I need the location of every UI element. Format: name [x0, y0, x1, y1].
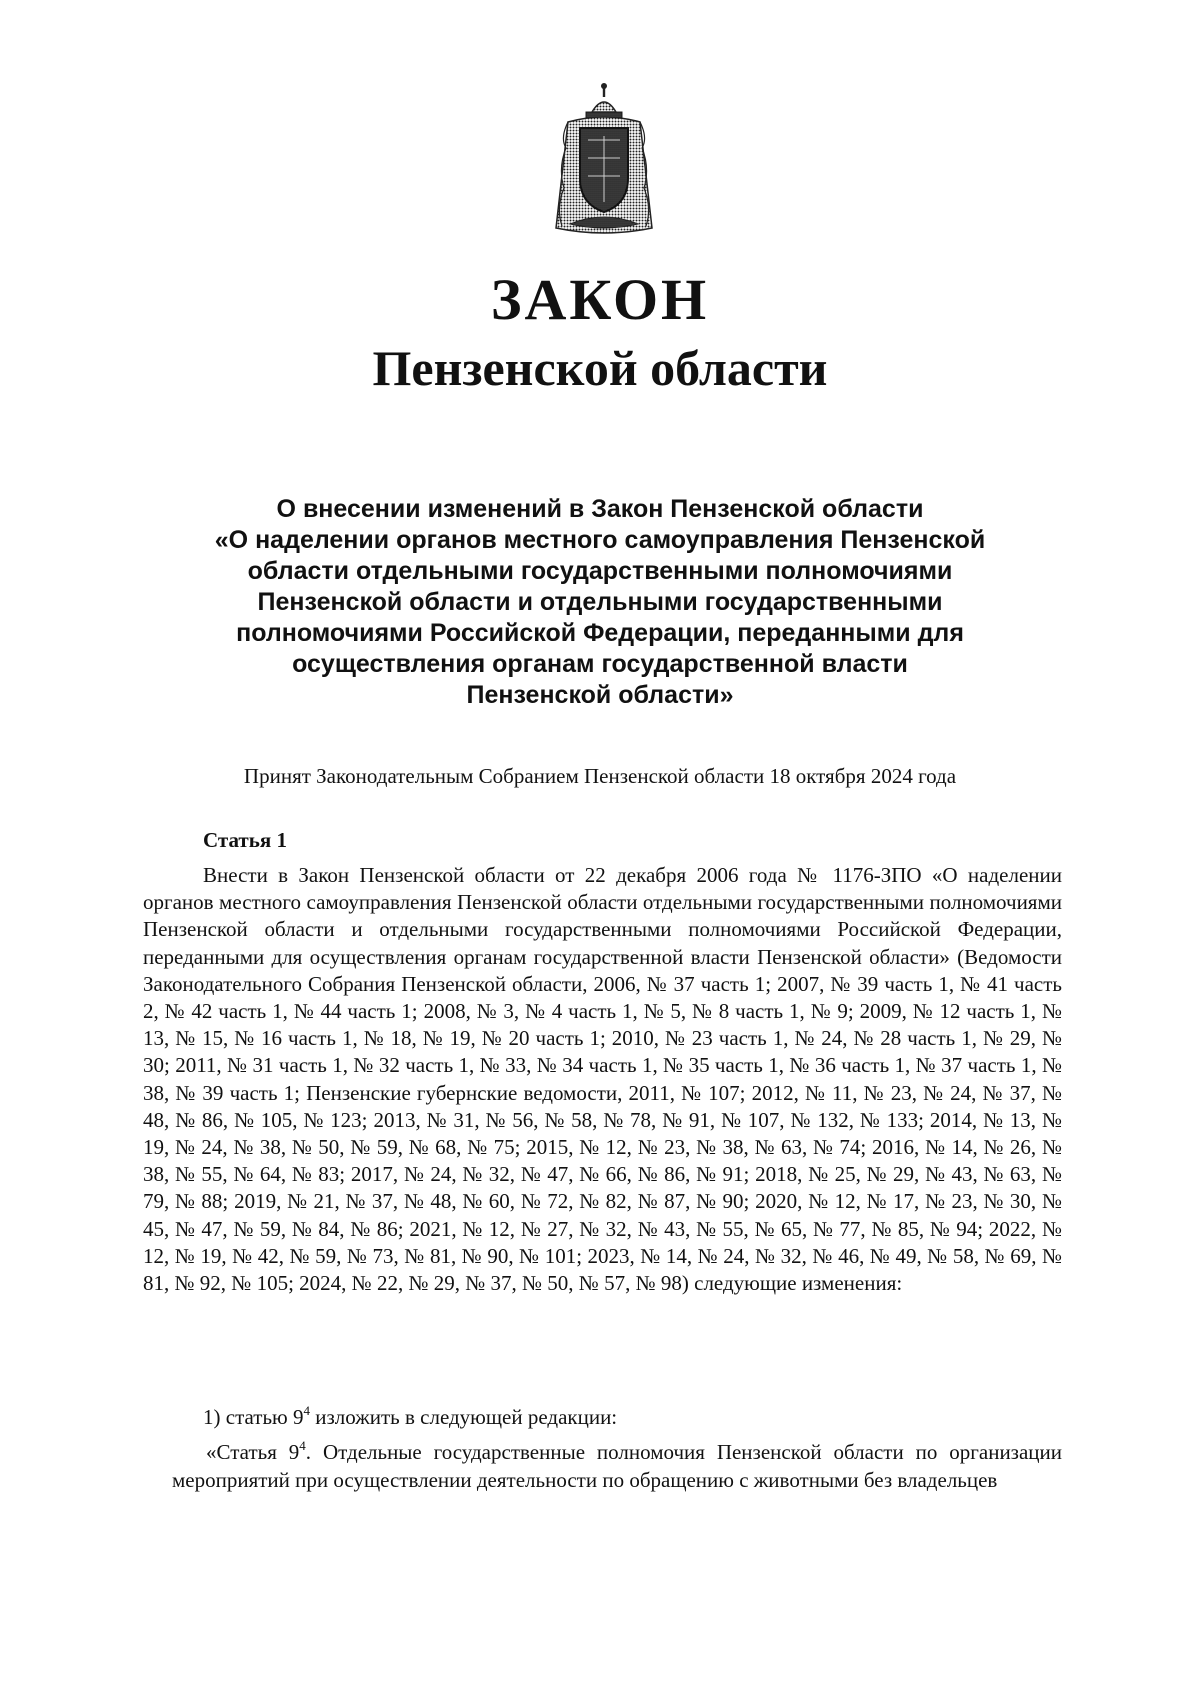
quote-start: «Статья 9 [206, 1440, 300, 1464]
article-title: Статья 1 [203, 828, 287, 852]
heading-line: осуществления органам государственной власти [292, 650, 908, 678]
heading-line: Пензенской области» [466, 681, 734, 709]
quote-text: . Отдельные государственные полномочия Пензенской области по организации мероприятий при осуществлении деятельности по обращению с животными без владельцев [172, 1440, 1063, 1492]
coat-of-arms-icon [548, 78, 660, 238]
item-number: 1) [203, 1405, 221, 1429]
item-text-start: статью 9 [225, 1405, 304, 1429]
heading-line: О внесении изменений в Закон Пензенской области [276, 495, 924, 523]
law-region: Пензенской области [372, 340, 828, 396]
superscript: 4 [299, 1438, 306, 1453]
heading-line: «О наделении органов местного самоуправления Пензенской [214, 526, 986, 554]
item-text-end: изложить в следующей редакции: [309, 1405, 618, 1429]
law-heading [150, 494, 1050, 711]
adoption-note: Принят Законодательным Собранием Пензенской области 18 октября 2024 года [243, 764, 957, 788]
list-item [203, 1403, 617, 1431]
superscript: 4 [303, 1403, 310, 1418]
quoted-article [172, 1438, 1062, 1494]
heading-line: полномочиями Российской Федерации, переданными для [236, 619, 964, 647]
article-body: Внести в Закон Пензенской области от 22 декабря 2006 года № 1176-ЗПО «О наделении органов местного самоуправления Пензенской области отдельными государственными полномочиями Пензенской области и отдельными государственными полномочиями Российской Федерации, переданными для осуществления органам государственной власти Пензенской области» (Ведомости Законодательного Собрания Пензенской области, 2006, № 37 часть 1; 2007, № 39 часть 1, № 41 часть 2, № 42 часть 1, № 44 часть 1; 2008, № 3, № 4 часть 1, № 5, № 8 часть 1, № 9; 2009, № 12 часть 1, № 13, № 15, № 16 часть 1, № 18, № 19, № 20 часть 1; 2010, № 23 часть 1, № 24, № 28 часть 1, № 29, № 30; 2011, № 31 часть 1, № 32 часть 1, № 33, № 34 часть 1, № 35 часть 1, № 36 часть 1, № 37 часть 1, № 38, № 39 часть 1; Пензенские губернские ведомости, 2011, № 107; 2012, № 11, № 23, № 24, № 37, № 48, № 86, № 105, № 123; 2013, № 31, № 56, № 58, № 78, № 91, № 107, № 132, № 133; 2014, № 13, № 19, № 24, № 38, № 50, № 59, № 68, № 75; 2015, № 12, № 23, № 38, № 63, № 74; 2016, № 14, № 26, № 38, № 55, № 64, № 83; 2017, № 24, № 32, № 47, № 66, № 86, № 91; 2018, № 25, № 29, № 43, № 63, № 79, № 88; 2019, № 21, № 37, № 48, № 60, № 72, № 82, № 87, № 90; 2020, № 12, № 17, № 23, № 30, № 45, № 47, № 59, № 84, № 86; 2021, № 12, № 27, № 32, № 43, № 55, № 65, № 77, № 85, № 94; 2022, № 12, № 19, № 42, № 59, № 73, № 81, № 90, № 101; 2023, № 14, № 24, № 32, № 46, № 49, № 58, № 69, № 81, № 92, № 105; 2024, № 22, № 29, № 37, № 50, № 57, № 98) следующие изменения: [143, 863, 1062, 1296]
heading-line: области отдельными государственными полномочиями [247, 557, 953, 585]
heading-line: Пензенской области и отдельными государственными [257, 588, 943, 616]
law-title: ЗАКОН [490, 267, 710, 332]
